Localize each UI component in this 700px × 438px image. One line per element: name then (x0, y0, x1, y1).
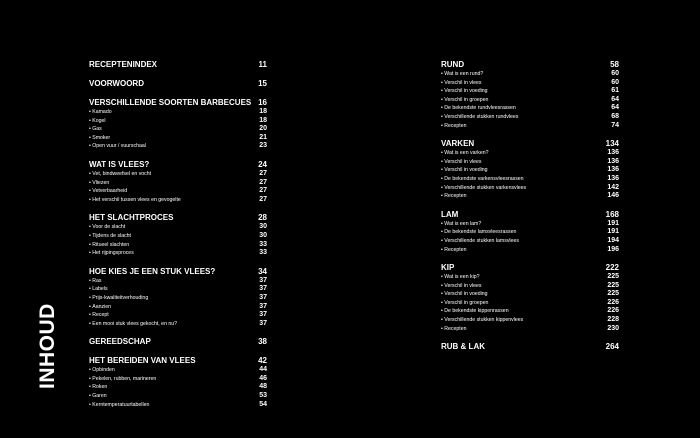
toc-entry (441, 70, 619, 79)
toc-entry-page-number: 37 (259, 319, 267, 327)
toc-entry-page-number: 27 (259, 178, 267, 186)
toc-entry-page-number: 225 (607, 273, 619, 281)
toc-chapter (441, 60, 619, 70)
toc-entry-label: • Tijdens de slacht (89, 233, 131, 241)
toc-entry-label: • Recepten (441, 123, 466, 131)
toc-left-column (89, 60, 267, 418)
toc-chapter (89, 356, 267, 366)
toc-entry (441, 96, 619, 105)
toc-chapter-page-number: 24 (258, 159, 267, 169)
toc-entry (89, 108, 267, 117)
toc-chapter-label: WAT IS VLEES? (89, 159, 150, 169)
toc-section (89, 356, 267, 409)
toc-entry (89, 375, 267, 384)
toc-entry-page-number: 191 (607, 228, 619, 236)
toc-entry (89, 277, 267, 286)
toc-chapter (441, 210, 619, 220)
toc-entry-label: • Labels (89, 286, 108, 294)
toc-chapter-page-number: 11 (258, 60, 267, 69)
toc-entry-page-number: 136 (607, 174, 619, 182)
toc-entry-page-number: 37 (259, 293, 267, 301)
toc-entry (89, 232, 267, 241)
toc-chapter-page-number: 34 (258, 266, 267, 276)
toc-entry-page-number: 27 (259, 187, 267, 195)
toc-entry (441, 325, 619, 334)
toc-entry (441, 113, 619, 122)
toc-chapter (441, 342, 619, 352)
toc-entry-label: • De bekendste lamsvleesrassen (441, 229, 516, 237)
toc-entry-label: • Kogel (89, 118, 106, 126)
toc-entry (89, 392, 267, 401)
toc-entry-label: • Ritueel slachten (89, 242, 129, 250)
toc-chapter-label: LAM (441, 209, 459, 219)
toc-entry-page-number: 18 (259, 108, 267, 115)
toc-entry-page-number: 225 (607, 281, 619, 289)
toc-entry-page-number: 46 (259, 374, 267, 382)
toc-entry (89, 285, 267, 294)
toc-entry-label: • Gas (89, 126, 102, 134)
toc-entry (441, 290, 619, 299)
toc-chapter-page-number: 58 (610, 60, 619, 69)
toc-entry (89, 303, 267, 312)
toc-entry-label: • Wat is een varken? (441, 150, 488, 158)
toc-chapter-label: HET BEREIDEN VAN VLEES (89, 356, 196, 366)
toc-entry (441, 175, 619, 184)
toc-chapter-page-number: 134 (605, 139, 619, 149)
toc-entry-page-number: 226 (607, 298, 619, 306)
toc-section (89, 213, 267, 257)
toc-entry-page-number: 37 (259, 311, 267, 319)
toc-entry-label: • Vet, bindweefsel en vocht (89, 171, 151, 179)
toc-chapter (89, 337, 267, 347)
toc-chapter-label: VARKEN (441, 139, 475, 149)
toc-section (89, 337, 267, 347)
contents-title: INHOUD (36, 303, 59, 389)
toc-entry-page-number: 68 (611, 112, 619, 120)
toc-entry-page-number: 142 (607, 183, 619, 191)
toc-entry-label: • De bekendste rundvleesrassen (441, 105, 516, 113)
toc-entry-label: • Smoker (89, 135, 110, 143)
toc-entry-label: • Recept (89, 312, 109, 320)
toc-entry-page-number: 27 (259, 169, 267, 177)
toc-chapter-label: GEREEDSCHAP (89, 337, 151, 347)
toc-chapter-page-number: 168 (605, 209, 619, 219)
toc-chapter-page-number: 222 (605, 263, 619, 273)
toc-entry-label: • Kerntemperatuurtabellen (89, 402, 149, 410)
toc-entry-page-number: 191 (607, 219, 619, 227)
toc-entry-label: • Kamado (89, 109, 112, 117)
toc-chapter-label: VERSCHILLENDE SOORTEN BARBECUES (89, 98, 252, 107)
toc-section (441, 60, 619, 130)
toc-entry-label: • Verschillende stukken kippenvlees (441, 317, 523, 325)
toc-entry (441, 246, 619, 255)
toc-entry (441, 79, 619, 88)
toc-entry-page-number: 64 (611, 95, 619, 103)
toc-entry-page-number: 37 (259, 276, 267, 284)
toc-entry-label: • Wat is een lam? (441, 221, 481, 229)
toc-entry-label: • Recepten (441, 247, 466, 255)
toc-entry-page-number: 196 (607, 245, 619, 253)
toc-entry (89, 196, 267, 205)
toc-entry-label: • Roken (89, 384, 107, 392)
toc-entry-label: • Wat is een kip? (441, 274, 480, 282)
toc-chapter (89, 60, 267, 70)
toc-entry-label: • Vetverbaarheid (89, 188, 127, 196)
toc-entry-page-number: 64 (611, 104, 619, 112)
toc-entry (89, 223, 267, 232)
toc-chapter-label: HOE KIES JE EEN STUK VLEES? (89, 266, 216, 276)
toc-entry-label: • Verschillende stukken rundvlees (441, 114, 518, 122)
toc-entry (441, 299, 619, 308)
toc-entry (441, 158, 619, 167)
toc-entry-label: • Garen (89, 393, 107, 401)
toc-entry-page-number: 54 (259, 400, 267, 408)
toc-entry-page-number: 61 (611, 87, 619, 95)
toc-section (441, 139, 619, 201)
toc-entry-label: • Het verschil tussen vlees en gevogelte (89, 197, 181, 205)
toc-entry (441, 282, 619, 291)
toc-entry-label: • Verschil in voeding (441, 88, 488, 96)
toc-entry (89, 117, 267, 126)
toc-section (89, 60, 267, 70)
toc-entry (89, 294, 267, 303)
toc-entry-label: • Recepten (441, 193, 466, 201)
toc-entry (441, 228, 619, 237)
toc-entry-label: • Verschillende stukken lamsvlees (441, 238, 519, 246)
toc-entry (89, 383, 267, 392)
toc-section (89, 160, 267, 204)
toc-entry-page-number: 60 (611, 78, 619, 86)
toc-entry-page-number: 226 (607, 307, 619, 315)
toc-entry-page-number: 146 (607, 192, 619, 200)
toc-entry-page-number: 37 (259, 302, 267, 310)
toc-chapter (441, 263, 619, 273)
toc-entry (89, 241, 267, 250)
toc-entry-page-number: 136 (607, 157, 619, 165)
toc-entry (441, 192, 619, 201)
toc-chapter-page-number: 38 (258, 337, 267, 347)
toc-chapter (441, 139, 619, 149)
toc-entry (89, 249, 267, 258)
toc-entry-page-number: 23 (259, 142, 267, 150)
toc-entry (441, 87, 619, 96)
toc-entry (441, 307, 619, 316)
toc-entry (441, 149, 619, 158)
toc-chapter-page-number: 15 (258, 79, 267, 88)
toc-chapter (89, 160, 267, 170)
toc-entry-label: • Aanzien (89, 304, 111, 312)
toc-entry-page-number: 33 (259, 249, 267, 257)
toc-entry-page-number: 74 (611, 121, 619, 129)
toc-entry-label: • Een mooi stuk vlees gekocht, en nu? (89, 321, 177, 329)
toc-chapter-page-number: 28 (258, 213, 267, 223)
toc-entry (441, 237, 619, 246)
toc-chapter-page-number: 264 (605, 342, 619, 352)
toc-entry-page-number: 230 (607, 324, 619, 332)
toc-entry-page-number: 136 (607, 166, 619, 174)
toc-entry (89, 125, 267, 134)
toc-entry (441, 184, 619, 193)
toc-chapter (89, 267, 267, 277)
toc-chapter-page-number: 16 (258, 98, 267, 107)
toc-entry (441, 220, 619, 229)
toc-entry (89, 320, 267, 329)
toc-entry-label: • Verschil in vlees (441, 283, 481, 291)
toc-chapter-label: KIP (441, 263, 455, 273)
toc-entry-label: • Voor de slacht (89, 224, 125, 232)
toc-entry (89, 179, 267, 188)
toc-entry-label: • Verschil in vlees (441, 159, 481, 167)
toc-entry-page-number: 37 (259, 285, 267, 293)
toc-chapter-label: RUND (441, 60, 465, 69)
toc-entry-page-number: 33 (259, 240, 267, 248)
toc-entry-page-number: 48 (259, 383, 267, 391)
toc-entry-label: • Verschil in groepen (441, 97, 488, 105)
toc-entry-label: • Pekelen, rubben, marineren (89, 376, 156, 384)
toc-chapter-label: RUB & LAK (441, 342, 485, 352)
toc-entry (89, 366, 267, 375)
toc-entry-page-number: 44 (259, 366, 267, 374)
toc-entry (441, 316, 619, 325)
toc-entry-label: • Opbinden (89, 367, 115, 375)
toc-entry (89, 142, 267, 151)
toc-entry-page-number: 228 (607, 316, 619, 324)
toc-entry-label: • De bekendste kippenrassen (441, 308, 509, 316)
toc-entry-page-number: 194 (607, 236, 619, 244)
toc-entry-page-number: 136 (607, 149, 619, 157)
toc-section (89, 98, 267, 151)
toc-entry-label: • Verschil in groepen (441, 300, 488, 308)
toc-entry-page-number: 30 (259, 231, 267, 239)
toc-section (89, 267, 267, 329)
toc-entry-label: • Prijs-kwaliteitverhouding (89, 295, 148, 303)
toc-entry-page-number: 20 (259, 125, 267, 133)
toc-chapter (89, 213, 267, 223)
toc-entry (89, 401, 267, 410)
toc-chapter-label: RECEPTENINDEX (89, 60, 158, 69)
toc-entry (441, 166, 619, 175)
toc-chapter-label: HET SLACHTPROCES (89, 213, 174, 223)
toc-entry-label: • Vliezen (89, 180, 109, 188)
toc-entry-page-number: 27 (259, 195, 267, 203)
toc-section (89, 79, 267, 89)
toc-chapter-page-number: 42 (258, 356, 267, 366)
toc-entry-label: • Ras (89, 278, 102, 286)
toc-entry-page-number: 18 (259, 116, 267, 124)
toc-entry (441, 273, 619, 282)
toc-entry (89, 170, 267, 179)
toc-entry-page-number: 60 (611, 70, 619, 77)
toc-section (441, 210, 619, 254)
toc-entry-label: • Verschil in vlees (441, 80, 481, 88)
toc-entry-label: • Recepten (441, 326, 466, 334)
toc-entry (89, 134, 267, 143)
toc-entry-page-number: 225 (607, 290, 619, 298)
toc-entry (441, 104, 619, 113)
toc-right-column (441, 60, 619, 361)
toc-chapter-label: VOORWOORD (89, 79, 144, 88)
toc-section (441, 342, 619, 352)
toc-entry-label: • Verschil in voeding (441, 167, 488, 175)
toc-entry (441, 122, 619, 131)
toc-entry-label: • Verschil in voeding (441, 291, 488, 299)
toc-entry-label: • Verschillende stukken varkensvlees (441, 185, 526, 193)
toc-entry-page-number: 30 (259, 223, 267, 231)
toc-chapter (89, 79, 267, 89)
toc-entry-label: • Wat is een rund? (441, 71, 483, 79)
toc-entry-label: • Het rijpingsproces (89, 250, 134, 258)
toc-entry (89, 187, 267, 196)
toc-section (441, 263, 619, 333)
toc-chapter (89, 98, 267, 108)
toc-entry (89, 311, 267, 320)
toc-entry-page-number: 53 (259, 392, 267, 400)
toc-entry-label: • Open vuur / vuurschaal (89, 143, 146, 151)
toc-entry-page-number: 21 (259, 133, 267, 141)
toc-entry-label: • De bekendste varkensvleesrassen (441, 176, 524, 184)
